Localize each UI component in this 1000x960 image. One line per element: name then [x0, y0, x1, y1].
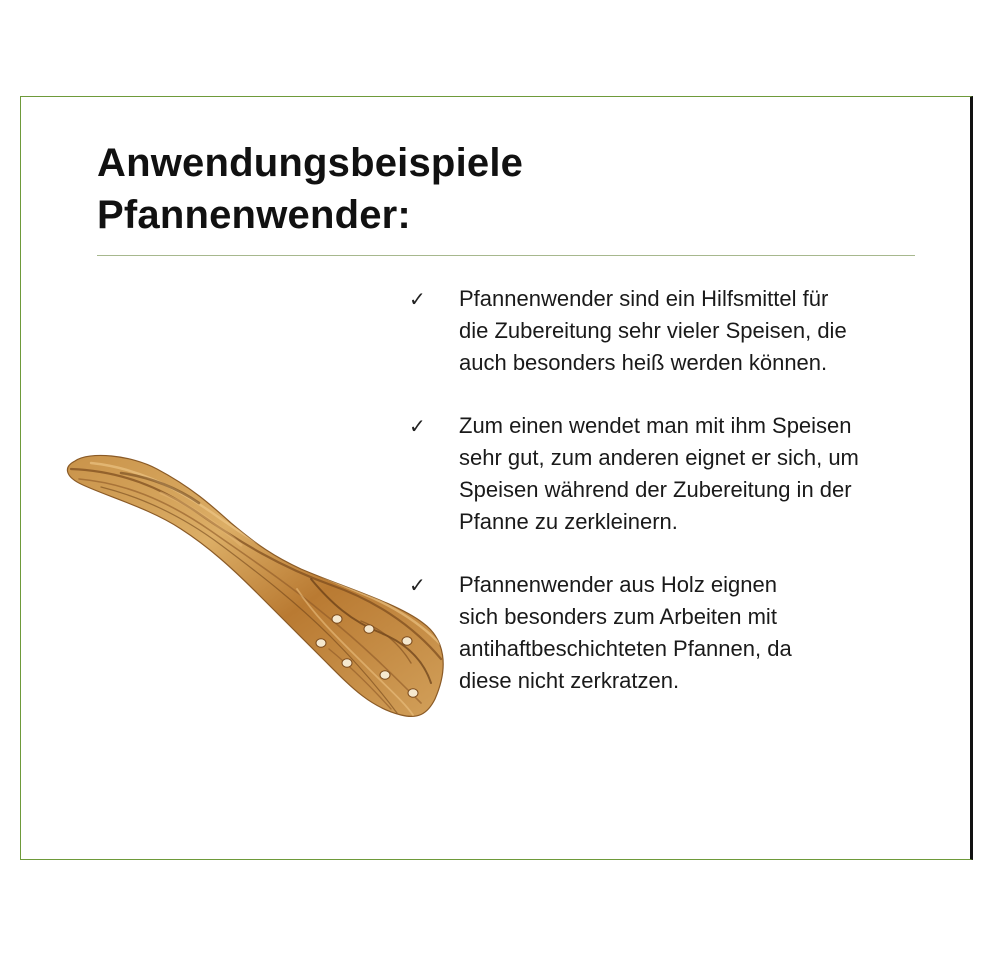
bullet-line: die Zubereitung sehr vieler Speisen, die — [459, 318, 847, 343]
wooden-spatula-illustration — [61, 453, 451, 725]
slide-title-line-2: Pfannenwender: — [97, 193, 411, 237]
bullet-item — [409, 569, 969, 697]
check-mark-icon: ✓ — [409, 287, 426, 311]
bullet-list — [409, 283, 969, 728]
check-mark-icon: ✓ — [409, 573, 426, 597]
bullet-line: sehr gut, zum anderen eignet er sich, um — [459, 445, 859, 470]
slide-title — [97, 137, 523, 241]
check-mark-icon: ✓ — [409, 414, 426, 438]
bullet-item — [409, 410, 969, 538]
bullet-item — [409, 283, 969, 379]
title-divider — [97, 255, 915, 256]
bullet-text — [459, 283, 969, 379]
slide-title-line-1: Anwendungsbeispiele — [97, 141, 524, 185]
bullet-line: diese nicht zerkratzen. — [459, 668, 680, 693]
bullet-line: antihaftbeschichteten Pfannen, da — [459, 636, 792, 661]
bullet-text — [459, 569, 969, 697]
bullet-line: Speisen während der Zubereitung in der — [459, 477, 852, 502]
bullet-line: auch besonders heiß werden können. — [459, 350, 828, 375]
bullet-line: Pfannenwender sind ein Hilfsmittel für — [459, 286, 829, 311]
bullet-text — [459, 410, 969, 538]
bullet-line: sich besonders zum Arbeiten mit — [459, 604, 777, 629]
slide — [20, 96, 973, 860]
bullet-line: Zum einen wendet man mit ihm Speisen — [459, 413, 852, 438]
bullet-line: Pfanne zu zerkleinern. — [459, 509, 678, 534]
bullet-line: Pfannenwender aus Holz eignen — [459, 572, 778, 597]
